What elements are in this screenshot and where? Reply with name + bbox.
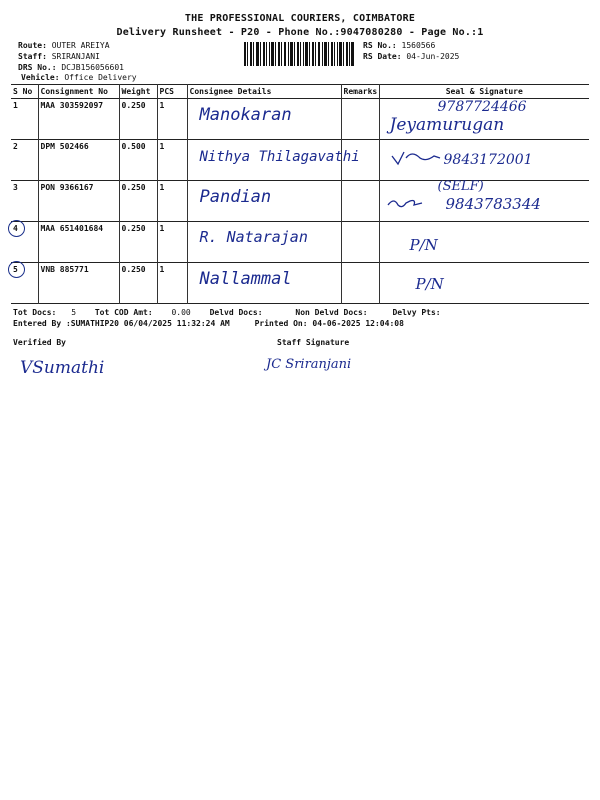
table-row [11, 140, 589, 181]
signature-phone: 9843172001 [443, 152, 533, 168]
signature-scribble [390, 148, 442, 168]
entered-by: Entered By :SUMATHIP20 06/04/2025 11:32:24 AM [13, 319, 230, 328]
row-remarks [341, 222, 379, 263]
row-remarks [341, 181, 379, 222]
row-signature [379, 181, 589, 222]
col-header-consignment: Consignment No [38, 85, 119, 99]
col-header-pcs: PCS [157, 85, 187, 99]
signature-scribble [386, 195, 424, 211]
rs-date-field: RS Date: 04-Jun-2025 [363, 52, 460, 61]
row-signature [379, 222, 589, 263]
staff-signature-label: Staff Signature [277, 338, 350, 347]
row-sno: 1 [11, 99, 38, 140]
row-consignee: Nallammal [187, 263, 341, 304]
row-weight: 0.250 [119, 181, 157, 222]
tot-docs-value: 5 [71, 308, 77, 317]
entered-by-line [13, 319, 404, 328]
row-pcs: 1 [157, 263, 187, 304]
row-consignee: Nithya Thilagavathi [187, 140, 341, 181]
rs-number-field: RS No.: 1560566 [363, 41, 436, 50]
row-signature [379, 99, 589, 140]
row-consignee: R. Natarajan [187, 222, 341, 263]
row-consignment: PON 9366167 [38, 181, 119, 222]
circle-mark [8, 261, 25, 278]
row-sno: 5 [13, 265, 18, 274]
row-pcs: 1 [157, 222, 187, 263]
delvy-pts-label: Delvy Pts: [392, 308, 441, 317]
row-sno-cell [11, 222, 38, 263]
row-signature [379, 263, 589, 304]
row-sno-cell [11, 263, 38, 304]
row-consignment: MAA 651401684 [38, 222, 119, 263]
staff-field: Staff: SRIRANJANI [18, 52, 100, 61]
delvd-docs-label: Delvd Docs: [209, 308, 263, 317]
col-header-signature: Seal & Signature [445, 87, 523, 96]
table-row [11, 181, 589, 222]
col-header-weight: Weight [119, 85, 157, 99]
row-remarks [341, 263, 379, 304]
table-row [11, 222, 589, 263]
barcode-image [244, 42, 354, 66]
verified-by-label: Verified By [13, 338, 66, 347]
staff-signature: JC Sriranjani [266, 357, 352, 372]
signature-pn: P/N [415, 275, 444, 293]
signature-phone: 9843783344 [445, 195, 541, 213]
verified-signature: VSumathi [20, 358, 105, 378]
tot-cod-label: Tot COD Amt: [94, 308, 153, 317]
row-consignment: VNB 885771 [38, 263, 119, 304]
tot-cod-value: 0.00 [171, 308, 191, 317]
tot-docs-label: Tot Docs: [13, 308, 57, 317]
row-pcs: 1 [157, 181, 187, 222]
row-sno: 4 [13, 224, 18, 233]
vehicle-field: Vehicle: Office Delivery [21, 73, 137, 82]
table-header-row [11, 85, 589, 99]
company-title: THE PROFESSIONAL COURIERS, COIMBATORE [184, 13, 416, 24]
row-signature [379, 140, 589, 181]
row-consignee: Manokaran [187, 99, 341, 140]
row-consignment: DPM 502466 [38, 140, 119, 181]
signature-name: Jeyamurugan [389, 115, 505, 135]
row-weight: 0.250 [119, 263, 157, 304]
col-header-remarks: Remarks [341, 85, 379, 99]
col-header-sno: S No [11, 85, 38, 99]
row-pcs: 1 [157, 140, 187, 181]
circle-mark [8, 220, 25, 237]
drs-field: DRS No.: DCJB156056601 [18, 63, 124, 72]
route-field: Route: OUTER AREIYA [18, 41, 110, 50]
table-row [11, 99, 589, 140]
col-header-consignee: Consignee Details [187, 85, 341, 99]
row-sno: 3 [11, 181, 38, 222]
signature-self: (SELF) [437, 179, 484, 194]
row-sno: 2 [11, 140, 38, 181]
table-row [11, 263, 589, 304]
signature-pn: P/N [409, 236, 438, 254]
row-consignee: Pandian [187, 181, 341, 222]
row-pcs: 1 [157, 99, 187, 140]
printed-on: Printed On: 04-06-2025 12:04:08 [254, 319, 404, 328]
row-remarks [341, 99, 379, 140]
row-weight: 0.250 [119, 99, 157, 140]
summary-line [13, 308, 441, 317]
non-delvd-docs-label: Non Delvd Docs: [295, 308, 368, 317]
row-weight: 0.250 [119, 222, 157, 263]
row-consignment: MAA 303592097 [38, 99, 119, 140]
row-weight: 0.500 [119, 140, 157, 181]
runsheet-subtitle: Delivery Runsheet - P20 - Phone No.:9047080280 - Page No.:1 [116, 27, 484, 38]
signature-phone: 9787724466 [437, 99, 527, 115]
runsheet-table [11, 84, 589, 304]
